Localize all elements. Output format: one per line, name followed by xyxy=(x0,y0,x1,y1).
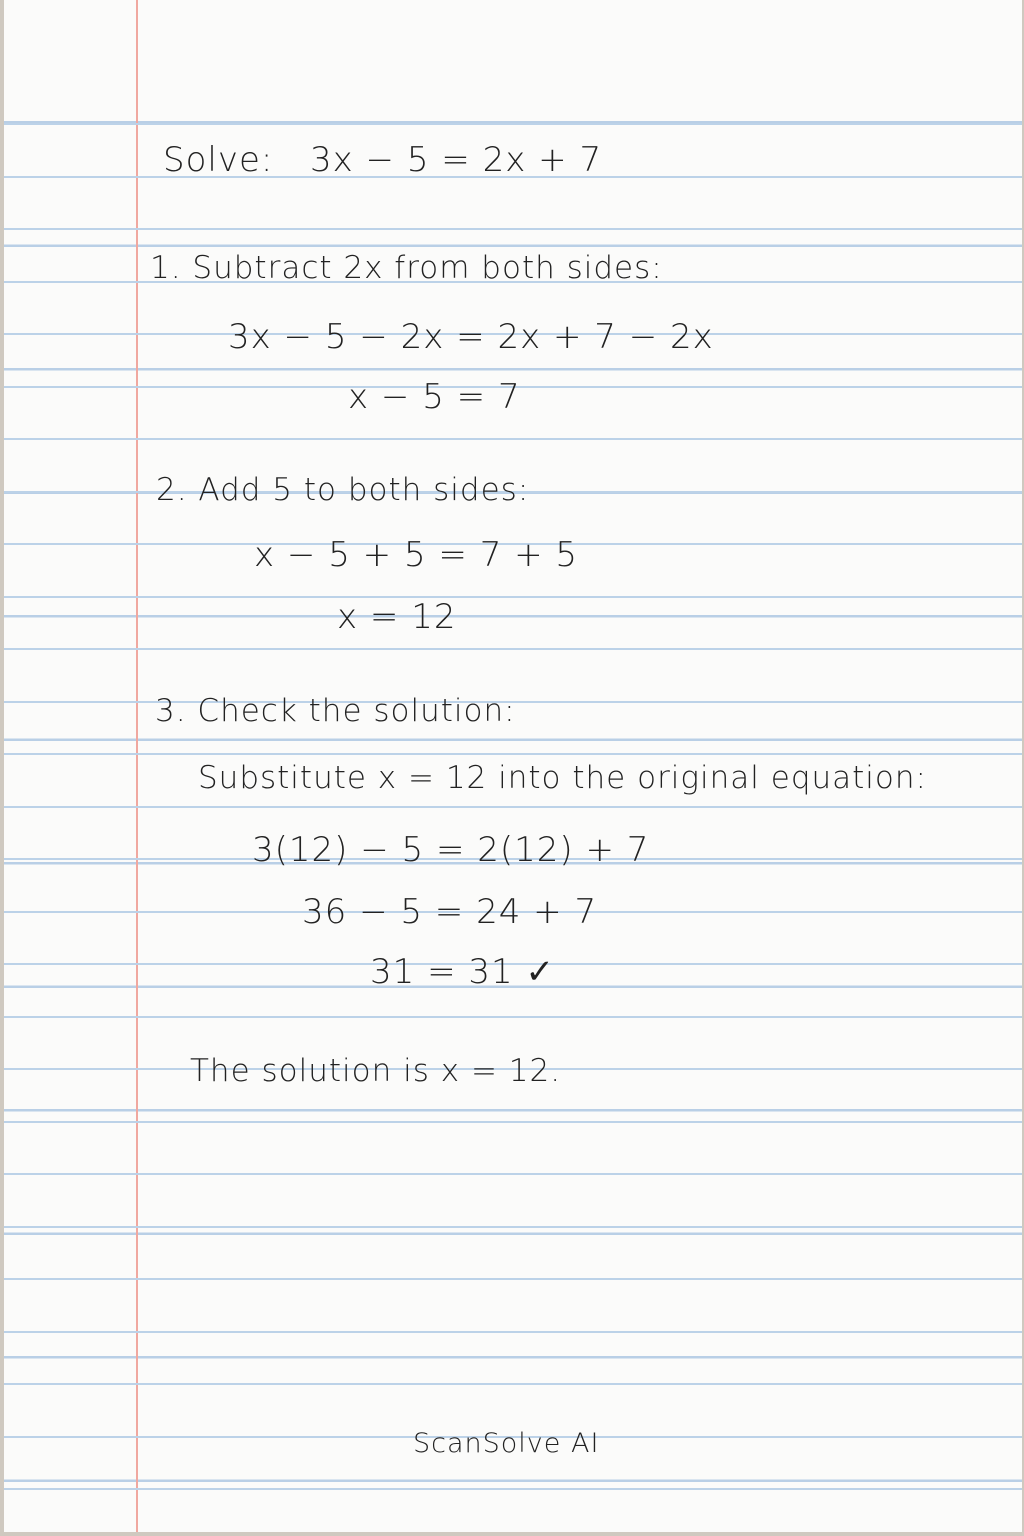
ruled-line xyxy=(4,123,1022,125)
problem-label: Solve: xyxy=(163,140,274,180)
ruled-line xyxy=(4,1331,1022,1333)
ruled-line xyxy=(4,753,1022,755)
problem-equation: 3x − 5 = 2x + 7 xyxy=(310,140,603,180)
step-1-line-2: x − 5 = 7 xyxy=(348,377,521,417)
step-3-line-2: 36 − 5 = 24 + 7 xyxy=(302,892,598,932)
ruled-line xyxy=(4,1278,1022,1280)
step-3-intro: Substitute x = 12 into the original equation: xyxy=(198,760,927,796)
ruled-line xyxy=(4,438,1022,440)
ruled-line xyxy=(4,648,1022,650)
step-2-line-1: x − 5 + 5 = 7 + 5 xyxy=(254,535,579,575)
conclusion: The solution is x = 12. xyxy=(190,1053,562,1089)
step-3-title: 3. Check the solution: xyxy=(155,693,516,729)
step-3-line-3: 31 = 31 ✓ xyxy=(370,952,555,992)
ruled-line xyxy=(4,1226,1022,1228)
ruled-line xyxy=(4,1383,1022,1385)
step-1-title: 1. Subtract 2x from both sides: xyxy=(150,250,663,286)
step-1-line-1: 3x − 5 − 2x = 2x + 7 − 2x xyxy=(228,317,714,357)
ruled-line xyxy=(4,1173,1022,1175)
ruled-line xyxy=(4,1016,1022,1018)
step-2-title: 2. Add 5 to both sides: xyxy=(156,472,530,508)
ruled-line xyxy=(4,1488,1022,1490)
ruled-line xyxy=(4,596,1022,598)
step-2-line-2: x = 12 xyxy=(337,597,457,637)
step-3-line-1: 3(12) − 5 = 2(12) + 7 xyxy=(252,830,650,870)
ruled-line xyxy=(4,806,1022,808)
ruled-line xyxy=(4,1121,1022,1123)
ruled-line xyxy=(4,228,1022,230)
footer-brand-text: ScanSolve AI xyxy=(413,1428,600,1459)
